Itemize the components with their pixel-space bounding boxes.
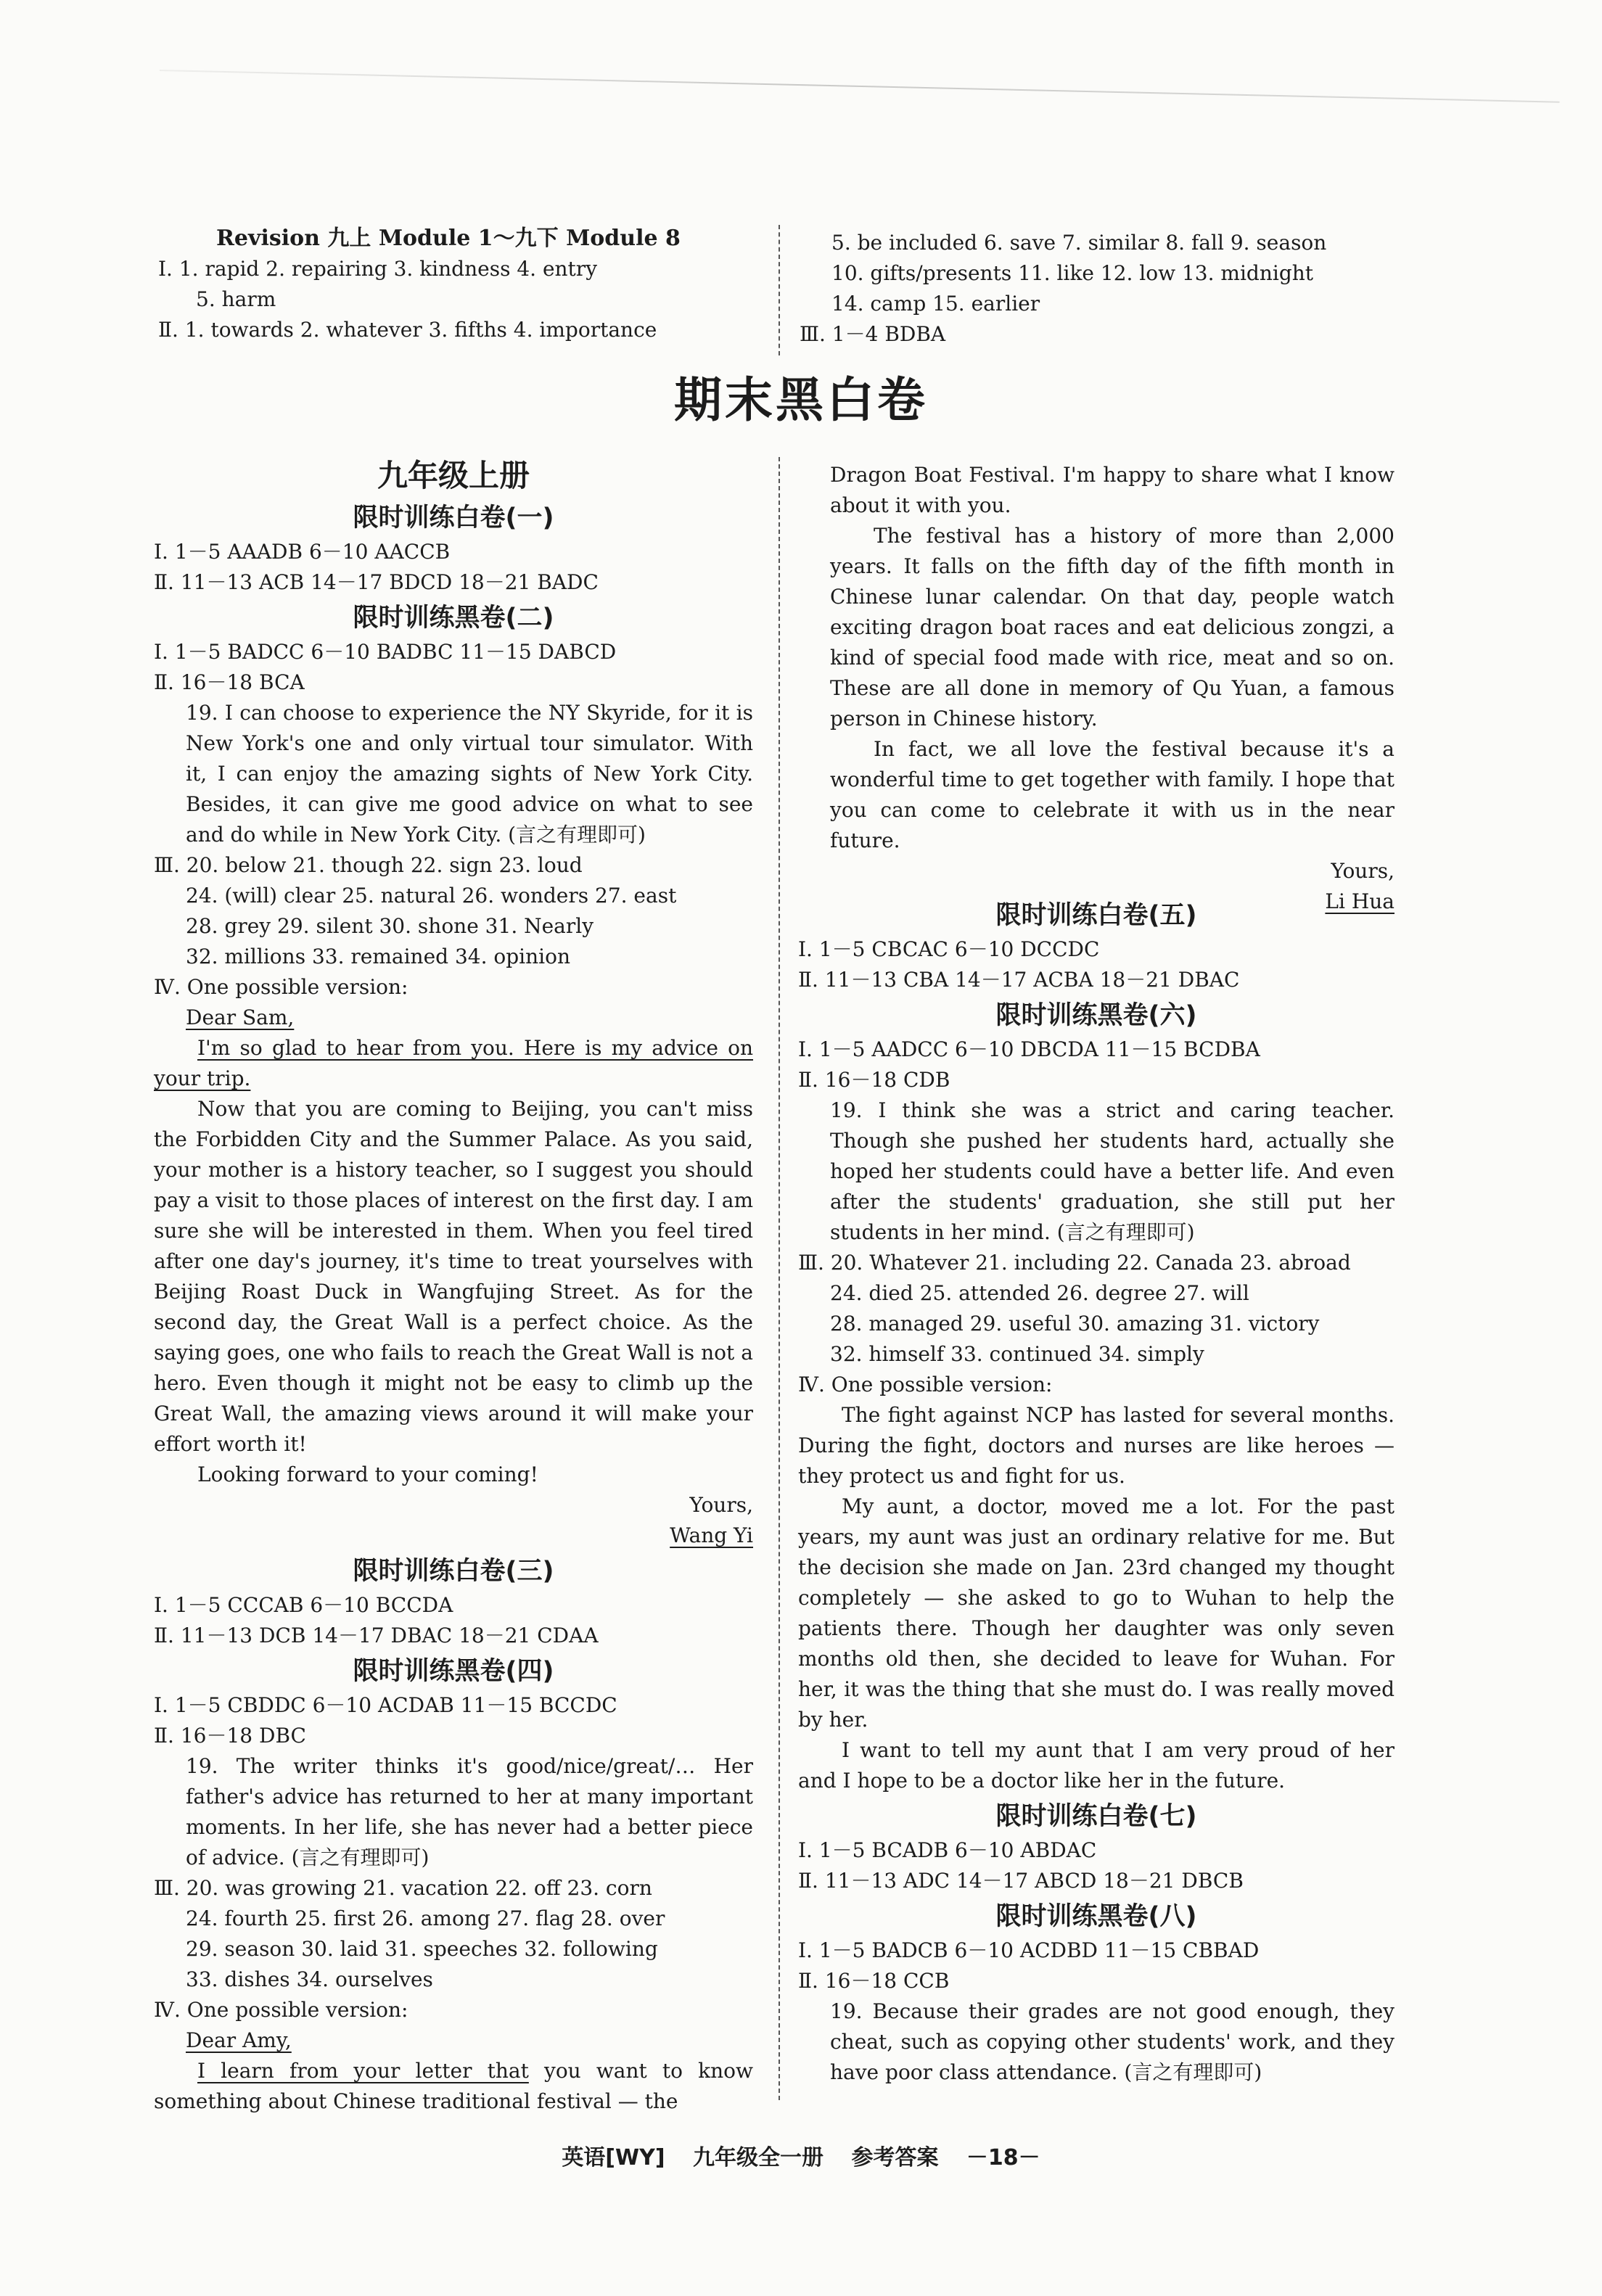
answer-line: Ⅳ. One possible version:	[154, 1998, 408, 2022]
answer-line: 33. dishes 34. ourselves	[186, 1967, 433, 1991]
answer-line: 24. (will) clear 25. natural 26. wonders 27. east	[186, 884, 677, 908]
letter-opening-underlined: I learn from your letter that	[197, 2059, 529, 2083]
answer-line: Ⅰ. 1－5 CBDDC 6－10 ACDAB 11－15 BCCDC	[154, 1693, 617, 1717]
answer-line: Ⅱ. 11－13 CBA 14－17 ACBA 18－21 DBAC	[798, 968, 1240, 992]
answer-line: Ⅲ. 20. Whatever 21. including 22. Canada 23. abroad	[798, 1251, 1351, 1275]
page-footer	[0, 2144, 1602, 2173]
letter-signature: Li Hua	[1325, 889, 1394, 913]
answer-line: 32. millions 33. remained 34. opinion	[186, 945, 571, 968]
section-heading: 限时训练白卷(五)	[995, 901, 1197, 930]
answer-line: 28. grey 29. silent 30. shone 31. Nearly	[186, 914, 594, 938]
letter-body: Now that you are coming to Beijing, you can't miss the Forbidden City and the Summer Palace. As you said, your mother is a history teacher, so I suggest you should pay a visit to those places of interest on the first day. I am sure she will be interested in them. When you feel tired after one day's journey, it's time to treat yourselves with Beijing Roast Duck in Wangfujing Street. As for the second day, the Great Wall is a perfect choice. As the saying goes, one who fails to reach the Great Wall is not a hero. Even though it might not be easy to climb up the Great Wall, the amazing views around it will make your effort worth it!	[154, 1097, 753, 1456]
answer-line: 32. himself 33. continued 34. simply	[830, 1342, 1204, 1366]
section-heading: 限时训练白卷(三)	[353, 1557, 554, 1586]
revision-title: Revision 九上 Module 1～九下 Module 8	[216, 226, 681, 251]
answer-line: Ⅳ. One possible version:	[154, 975, 408, 999]
answer-line: Ⅱ. 11－13 ADC 14－17 ABCD 18－21 DBCB	[798, 1869, 1244, 1893]
answer-line: Ⅰ. 1－5 AAADB 6－10 AACCB	[154, 540, 451, 564]
essay-paragraph: My aunt, a doctor, moved me a lot. For the past years, my aunt was just an ordinary relative for me. But the decision she made on Jan. 23rd changed my thought completely — she asked to go to Wuhan to help the patients there. Though her daughter was only seven months old then, she decided to leave for Wuhan. For her, it was the thing that she must do. I was really moved by her.	[798, 1494, 1394, 1732]
answer-line: 29. season 30. laid 31. speeches 32. following	[186, 1937, 658, 1961]
footer-grade: 九年级全一册	[693, 2145, 824, 2170]
page-number: －18－	[966, 2145, 1040, 2170]
letter-signature: Wang Yi	[670, 1523, 753, 1547]
section-heading: 限时训练黑卷(八)	[995, 1902, 1197, 1931]
section-heading: 限时训练白卷(一)	[353, 503, 554, 532]
revision-line: Ⅲ. 1－4 BDBA	[800, 322, 946, 346]
answer-line: Ⅰ. 1－5 CCCAB 6－10 BCCDA	[154, 1593, 453, 1617]
column-divider	[779, 457, 780, 2100]
letter-greeting: Dear Sam,	[186, 1005, 295, 1029]
answer-q19: 19. I think she was a strict and caring teacher. Though she pushed her students hard, actually she hoped her students could have a better life. And even after the students' graduation, she still put her students in her mind. (言之有理即可)	[830, 1098, 1394, 1244]
section-heading: 限时训练黑卷(六)	[995, 1001, 1197, 1030]
letter-signoff: Yours,	[1331, 859, 1394, 883]
answer-line: Ⅱ. 16－18 DBC	[154, 1724, 306, 1748]
right-column-answers	[798, 895, 1394, 2088]
answer-line: Ⅰ. 1－5 CBCAC 6－10 DCCDC	[798, 937, 1100, 961]
footer-subject: 英语[WY]	[562, 2145, 665, 2170]
page-title: 期末黑白卷	[674, 372, 928, 428]
section-heading: 限时训练白卷(七)	[995, 1802, 1197, 1831]
letter-opening-rest: you want to know something about Chinese traditional festival — the	[154, 2059, 753, 2113]
letter-opening: I'm so glad to hear from you. Here is my advice on your trip.	[154, 1036, 753, 1090]
answer-line: Ⅰ. 1－5 BADCB 6－10 ACDBD 11－15 CBBAD	[798, 1938, 1260, 1962]
answer-line: 28. managed 29. useful 30. amazing 31. victory	[830, 1312, 1320, 1336]
answer-line: Ⅰ. 1－5 BCADB 6－10 ABDAC	[798, 1838, 1097, 1862]
essay-paragraph: I want to tell my aunt that I am very proud of her and I hope to be a doctor like her in the future.	[798, 1738, 1394, 1793]
section-heading: 限时训练黑卷(二)	[353, 604, 554, 633]
answer-line: 24. died 25. attended 26. degree 27. will	[830, 1281, 1249, 1305]
scan-edge-line	[160, 70, 1560, 103]
revision-line: 5. be included 6. save 7. similar 8. fall 9. season	[831, 231, 1327, 255]
essay-paragraph: The fight against NCP has lasted for several months. During the fight, doctors and nurses are like heroes — they protect us and fight for us.	[798, 1403, 1394, 1488]
revision-line: 5. harm	[196, 287, 276, 311]
right-column	[830, 460, 1394, 917]
answer-line: Ⅲ. 20. below 21. though 22. sign 23. loud	[154, 853, 583, 877]
revision-line: Ⅰ. 1. rapid 2. repairing 3. kindness 4. entry	[158, 257, 598, 281]
section-heading: 限时训练黑卷(四)	[353, 1657, 554, 1686]
revision-line: 14. camp 15. earlier	[831, 292, 1040, 316]
left-column	[154, 454, 753, 2117]
grade-heading: 九年级上册	[377, 458, 530, 493]
revision-line: Ⅱ. 1. towards 2. whatever 3. fifths 4. importance	[158, 318, 657, 342]
answer-line: Ⅱ. 16－18 CDB	[798, 1068, 950, 1092]
letter-body: The festival has a history of more than 2,000 years. It falls on the fifth day of the fifth month in Chinese lunar calendar. On that day, people watch exciting dragon boat races and eat delicious zongzi, a kind of special food made with rice, meat and so on. These are all done in memory of Qu Yuan, a famous person in Chinese history.	[830, 524, 1394, 731]
letter-body: In fact, we all love the festival because it's a wonderful time to get together with family. I hope that you can come to celebrate it with us in the near future.	[830, 737, 1394, 852]
letter-body: Dragon Boat Festival. I'm happy to share what I know about it with you.	[830, 463, 1394, 517]
answer-line: Ⅰ. 1－5 AADCC 6－10 DBCDA 11－15 BCDBA	[798, 1037, 1260, 1061]
letter-signoff: Yours,	[689, 1493, 753, 1517]
answer-line: Ⅱ. 11－13 ACB 14－17 BDCD 18－21 BADC	[154, 570, 599, 594]
letter-greeting: Dear Amy,	[186, 2028, 292, 2052]
answer-line: 24. fourth 25. first 26. among 27. flag 28. over	[186, 1906, 665, 1930]
answer-line: Ⅳ. One possible version:	[798, 1373, 1053, 1396]
answer-q19: 19. Because their grades are not good enough, they cheat, such as copying other students' work, and they have poor class attendance. (言之有理即可)	[830, 1999, 1394, 2084]
answer-line: Ⅱ. 16－18 BCA	[154, 670, 305, 694]
answer-line: Ⅱ. 16－18 CCB	[798, 1969, 950, 1993]
revision-right	[800, 228, 1409, 350]
answer-line: Ⅲ. 20. was growing 21. vacation 22. off 23. corn	[154, 1876, 652, 1900]
answer-line: Ⅰ. 1－5 BADCC 6－10 BADBC 11－15 DABCD	[154, 640, 617, 664]
answer-q19: 19. The writer thinks it's good/nice/great/… Her father's advice has returned to her at many important moments. In her life, she has never had a better piece of advice. (言之有理即可)	[186, 1754, 753, 1869]
revision-line: 10. gifts/presents 11. like 12. low 13. midnight	[831, 261, 1314, 285]
answer-line: Ⅱ. 11－13 DCB 14－17 DBAC 18－21 CDAA	[154, 1624, 599, 1647]
footer-label: 参考答案	[851, 2145, 939, 2170]
revision-left	[158, 223, 769, 345]
answer-q19: 19. I can choose to experience the NY Skyride, for it is New York's one and only virtual tour simulator. With it, I can enjoy the amazing sights of New York City. Besides, it can give me good advice on what to see and do while in New York City. (言之有理即可)	[186, 701, 753, 847]
column-divider	[779, 225, 780, 355]
letter-closing: Looking forward to your coming!	[197, 1462, 538, 1486]
